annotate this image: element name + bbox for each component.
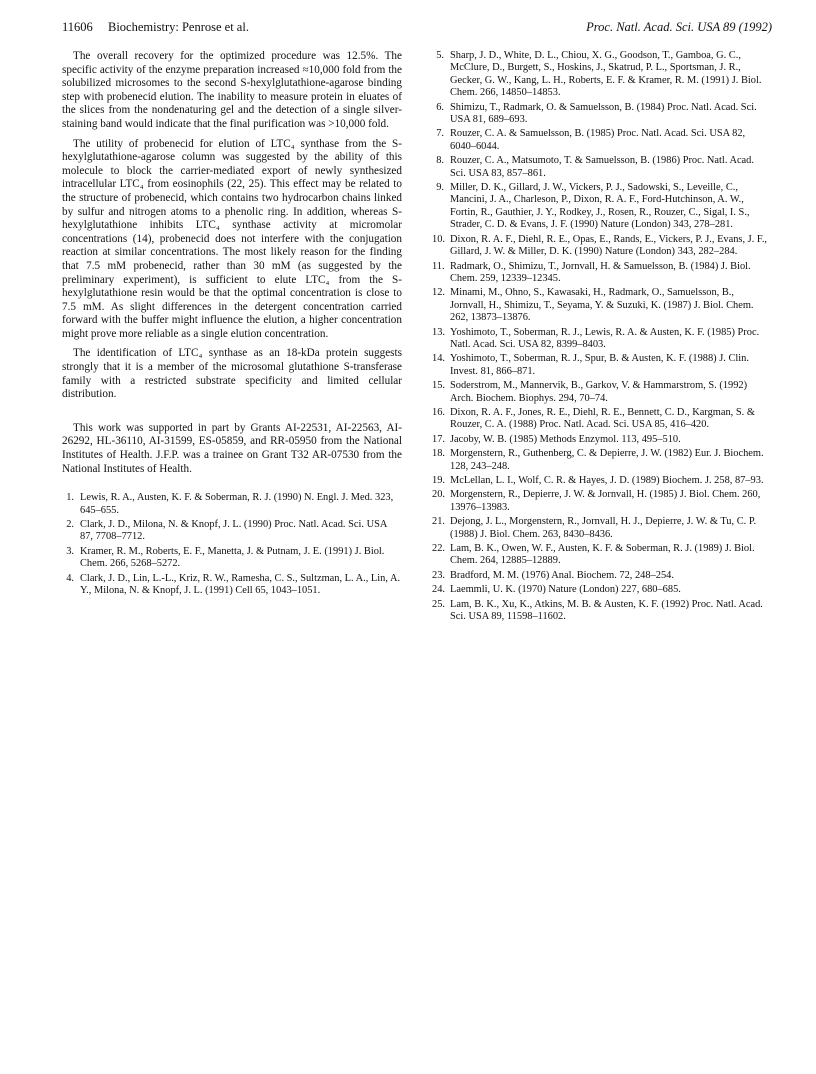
reference-number: 11. [432,260,445,272]
reference-number: 4. [66,572,74,584]
reference-item [432,380,772,405]
reference-number: 2. [66,519,74,531]
reference-text: Miller, D. K., Gillard, J. W., Vickers, P. J., Sadowski, S., Leveille, C., Mancini, J. A., Charleson, P., Dixon, R. A. F., Ford-Hutchinson, A. W., Fortin, R., Gauthier, J. Y., Rodkey, J., Rosen, R., Rouzer, C., Sigal, I. S., Strader, C. D. & Evans, J. F. (1990) Nature (London) 343, 278–281. [450,182,750,231]
reference-text: Laemmli, U. K. (1970) Nature (London) 227, 680–685. [450,584,681,596]
reference-item [432,234,772,259]
reference-number: 16. [432,406,445,418]
reference-text: Dejong, J. L., Morgenstern, R., Jornvall, H. J., Depierre, J. W. & Tu, C. P. (1988) J. Biol. Chem. 263, 8430–8436. [450,516,757,540]
reference-number: 6. [436,101,444,113]
reference-item [432,434,772,446]
reference-number: 8. [436,155,444,167]
reference-item [432,407,772,432]
reference-text: Sharp, J. D., White, D. L., Chiou, X. G., Goodson, T., Gamboa, G. C., McClure, D., Burgett, S., Hoskins, J., Skatrud, P. L., Sportsman, J. R., Gecker, G. W., Kang, L. H., Roberts, E. F. & Kramer, R. M. (1991) J. Biol. Chem. 266, 14850–14853. [450,50,762,99]
reference-item [432,543,772,568]
page-header [62,20,772,38]
reference-item [432,570,772,582]
reference-text: Soderstrom, M., Mannervik, B., Garkov, V. & Hammarstrom, S. (1992) Arch. Biochem. Biophys. 294, 70–74. [450,380,748,404]
reference-item [432,448,772,473]
reference-list-right [432,50,772,623]
reference-number: 24. [432,584,445,596]
reference-number: 15. [432,380,445,392]
reference-text: Lewis, R. A., Austen, K. F. & Soberman, R. J. (1990) N. Engl. J. Med. 323, 645–655. [80,492,394,516]
reference-text: Dixon, R. A. F., Diehl, R. E., Opas, E., Rands, E., Vickers, P. J., Evans, J. F., Gillard, J. W. & Miller, D. K. (1990) Nature (London) 343, 282–284. [450,233,768,258]
page-number: 11606 [62,20,93,34]
reference-item [432,516,772,541]
reference-text: Jacoby, W. B. (1985) Methods Enzymol. 113, 495–510. [450,433,681,445]
reference-number: 22. [432,543,445,555]
reference-item [62,546,402,571]
reference-item [62,492,402,517]
reference-text: Clark, J. D., Lin, L.-L., Kriz, R. W., Ramesha, C. S., Sultzman, L. A., Lin, A. Y., Milona, N. & Knopf, J. L. (1991) Cell 65, 1043–1051. [80,572,401,597]
reference-item [432,128,772,153]
reference-item [432,102,772,127]
left-column [62,50,402,599]
reference-text: Lam, B. K., Xu, K., Atkins, M. B. & Austen, K. F. (1992) Proc. Natl. Acad. Sci. USA 89, 11598–11602. [450,598,763,623]
reference-text: Radmark, O., Shimizu, T., Jornvall, H. & Samuelsson, B. (1984) J. Biol. Chem. 259, 12339–12345. [450,260,751,284]
reference-number: 21. [432,516,445,528]
reference-number: 10. [432,233,445,245]
running-title: Biochemistry: Penrose et al. [108,20,249,34]
reference-number: 9. [436,182,444,194]
reference-item [432,327,772,352]
reference-number: 12. [432,287,445,299]
reference-item [432,182,772,232]
reference-text: Yoshimoto, T., Soberman, R. J., Spur, B. & Austen, K. F. (1988) J. Clin. Invest. 81, 866–871. [450,353,749,377]
reference-item [62,519,402,544]
body-paragraph: The overall recovery for the optimized procedure was 12.5%. The specific activity of the enzyme preparation increased ≈10,000 fold from the solubilized microsomes to the second S-hexylglutathione-agarose binding step with probenecid elution. The inability to measure protein in eluates of the slices from the nondenaturing gel and the detection of a single silver-staining band would indicate that the final purification was >10,000 fold. [62,50,402,130]
reference-item [432,599,772,624]
reference-number: 3. [66,545,74,557]
reference-item [432,584,772,596]
reference-text: Lam, B. K., Owen, W. F., Austen, K. F. & Soberman, R. J. (1989) J. Biol. Chem. 264, 12885–12889. [450,543,755,567]
reference-item [432,287,772,324]
reference-text: Rouzer, C. A. & Samuelsson, B. (1985) Proc. Natl. Acad. Sci. USA 82, 6040–6044. [450,128,746,152]
reference-text: Bradford, M. M. (1976) Anal. Biochem. 72, 248–254. [450,569,674,581]
reference-number: 25. [432,598,445,610]
reference-text: Minami, M., Ohno, S., Kawasaki, H., Radmark, O., Samuelsson, B., Jornvall, H., Shimizu, T., Seyama, Y. & Suzuki, K. (1987) J. Biol. Chem. 262, 13873–13876. [450,287,754,324]
reference-item [432,261,772,286]
reference-text: Shimizu, T., Radmark, O. & Samuelsson, B. (1984) Proc. Natl. Acad. Sci. USA 81, 689–693. [450,101,757,126]
reference-number: 18. [432,448,445,460]
journal-citation: Proc. Natl. Acad. Sci. USA 89 (1992) [586,20,772,34]
reference-text: Dixon, R. A. F., Jones, R. E., Diehl, R. E., Bennett, C. D., Kargman, S. & Rouzer, C. A. (1988) Proc. Natl. Acad. Sci. USA 85, 416–420. [450,406,755,431]
reference-text: Kramer, R. M., Roberts, E. F., Manetta, J. & Putnam, J. E. (1991) J. Biol. Chem. 266, 5268–5272. [80,545,385,570]
reference-text: Yoshimoto, T., Soberman, R. J., Lewis, R. A. & Austen, K. F. (1985) Proc. Natl. Acad. Sci. USA 82, 8399–8403. [450,326,760,350]
reference-item [432,155,772,180]
reference-item [432,475,772,487]
reference-text: Clark, J. D., Milona, N. & Knopf, J. L. (1990) Proc. Natl. Acad. Sci. USA 87, 7708–7712. [80,519,387,543]
reference-number: 23. [432,569,445,581]
reference-number: 5. [436,50,444,61]
reference-item [432,50,772,100]
reference-number: 13. [432,326,445,338]
reference-list-left [62,492,402,597]
reference-number: 17. [432,433,445,445]
reference-item [62,573,402,598]
reference-item [432,489,772,514]
reference-number: 20. [432,489,445,501]
reference-item [432,353,772,378]
acknowledgment: This work was supported in part by Grants AI-22531, AI-22563, AI-26292, HL-36110, AI-31599, ES-05859, and RR-05950 from the National Institutes of Health. J.F.P. was a trainee on Grant T32 AR-07530 from the National Institutes of Health. [62,421,402,475]
reference-number: 1. [66,492,74,504]
reference-number: 7. [436,128,444,140]
reference-text: Morgenstern, R., Guthenberg, C. & Depierre, J. W. (1982) Eur. J. Biochem. 128, 243–248. [450,448,764,472]
reference-text: Rouzer, C. A., Matsumoto, T. & Samuelsson, B. (1986) Proc. Natl. Acad. Sci. USA 83, 857–861. [450,155,754,179]
right-column [432,50,772,625]
body-paragraph: The utility of probenecid for elution of LTC₄ synthase from the S-hexylglutathione-agarose column was suggested by the ability of this molecule to block the carrier-mediated export of newly synthesized intracellular LTC₄ from eosinophils (22, 25). This effect may be related to the structure of probenecid, which contains two hydrocarbon chains linked by sulfur and nitrogen atoms to a phenolic ring. In addition, whereas S-hexylglutathione inhibits LTC₄ synthase activity at micromolar concentrations (14), probenecid does not interfere with the conjugation reaction at similar concentrations. The most likely reason for the finding that 7.5 mM probenecid, rather than 30 mM (as suggested by the preliminary experiment), is sufficient to elute LTC₄ from the S-hexylglutathione resin would be that the optimal concentration is close to 7.5 mM. As slight differences in the detergent concentration carried forward with the buffer might influence the elution, a higher concentration might prove more reliable as a single elution concentration. [62,137,402,340]
body-paragraph: The identification of LTC₄ synthase as an 18-kDa protein suggests strongly that it is a member of the microsomal glutathione S-transferase family with a restricted substrate specificity and limited cellular distribution. [62,347,402,401]
reference-text: Morgenstern, R., Depierre, J. W. & Jornvall, H. (1985) J. Biol. Chem. 260, 13976–13983. [450,489,761,513]
reference-number: 19. [432,475,445,486]
reference-text: McLellan, L. I., Wolf, C. R. & Hayes, J. D. (1989) Biochem. J. 258, 87–93. [450,475,764,486]
reference-number: 14. [432,353,445,365]
